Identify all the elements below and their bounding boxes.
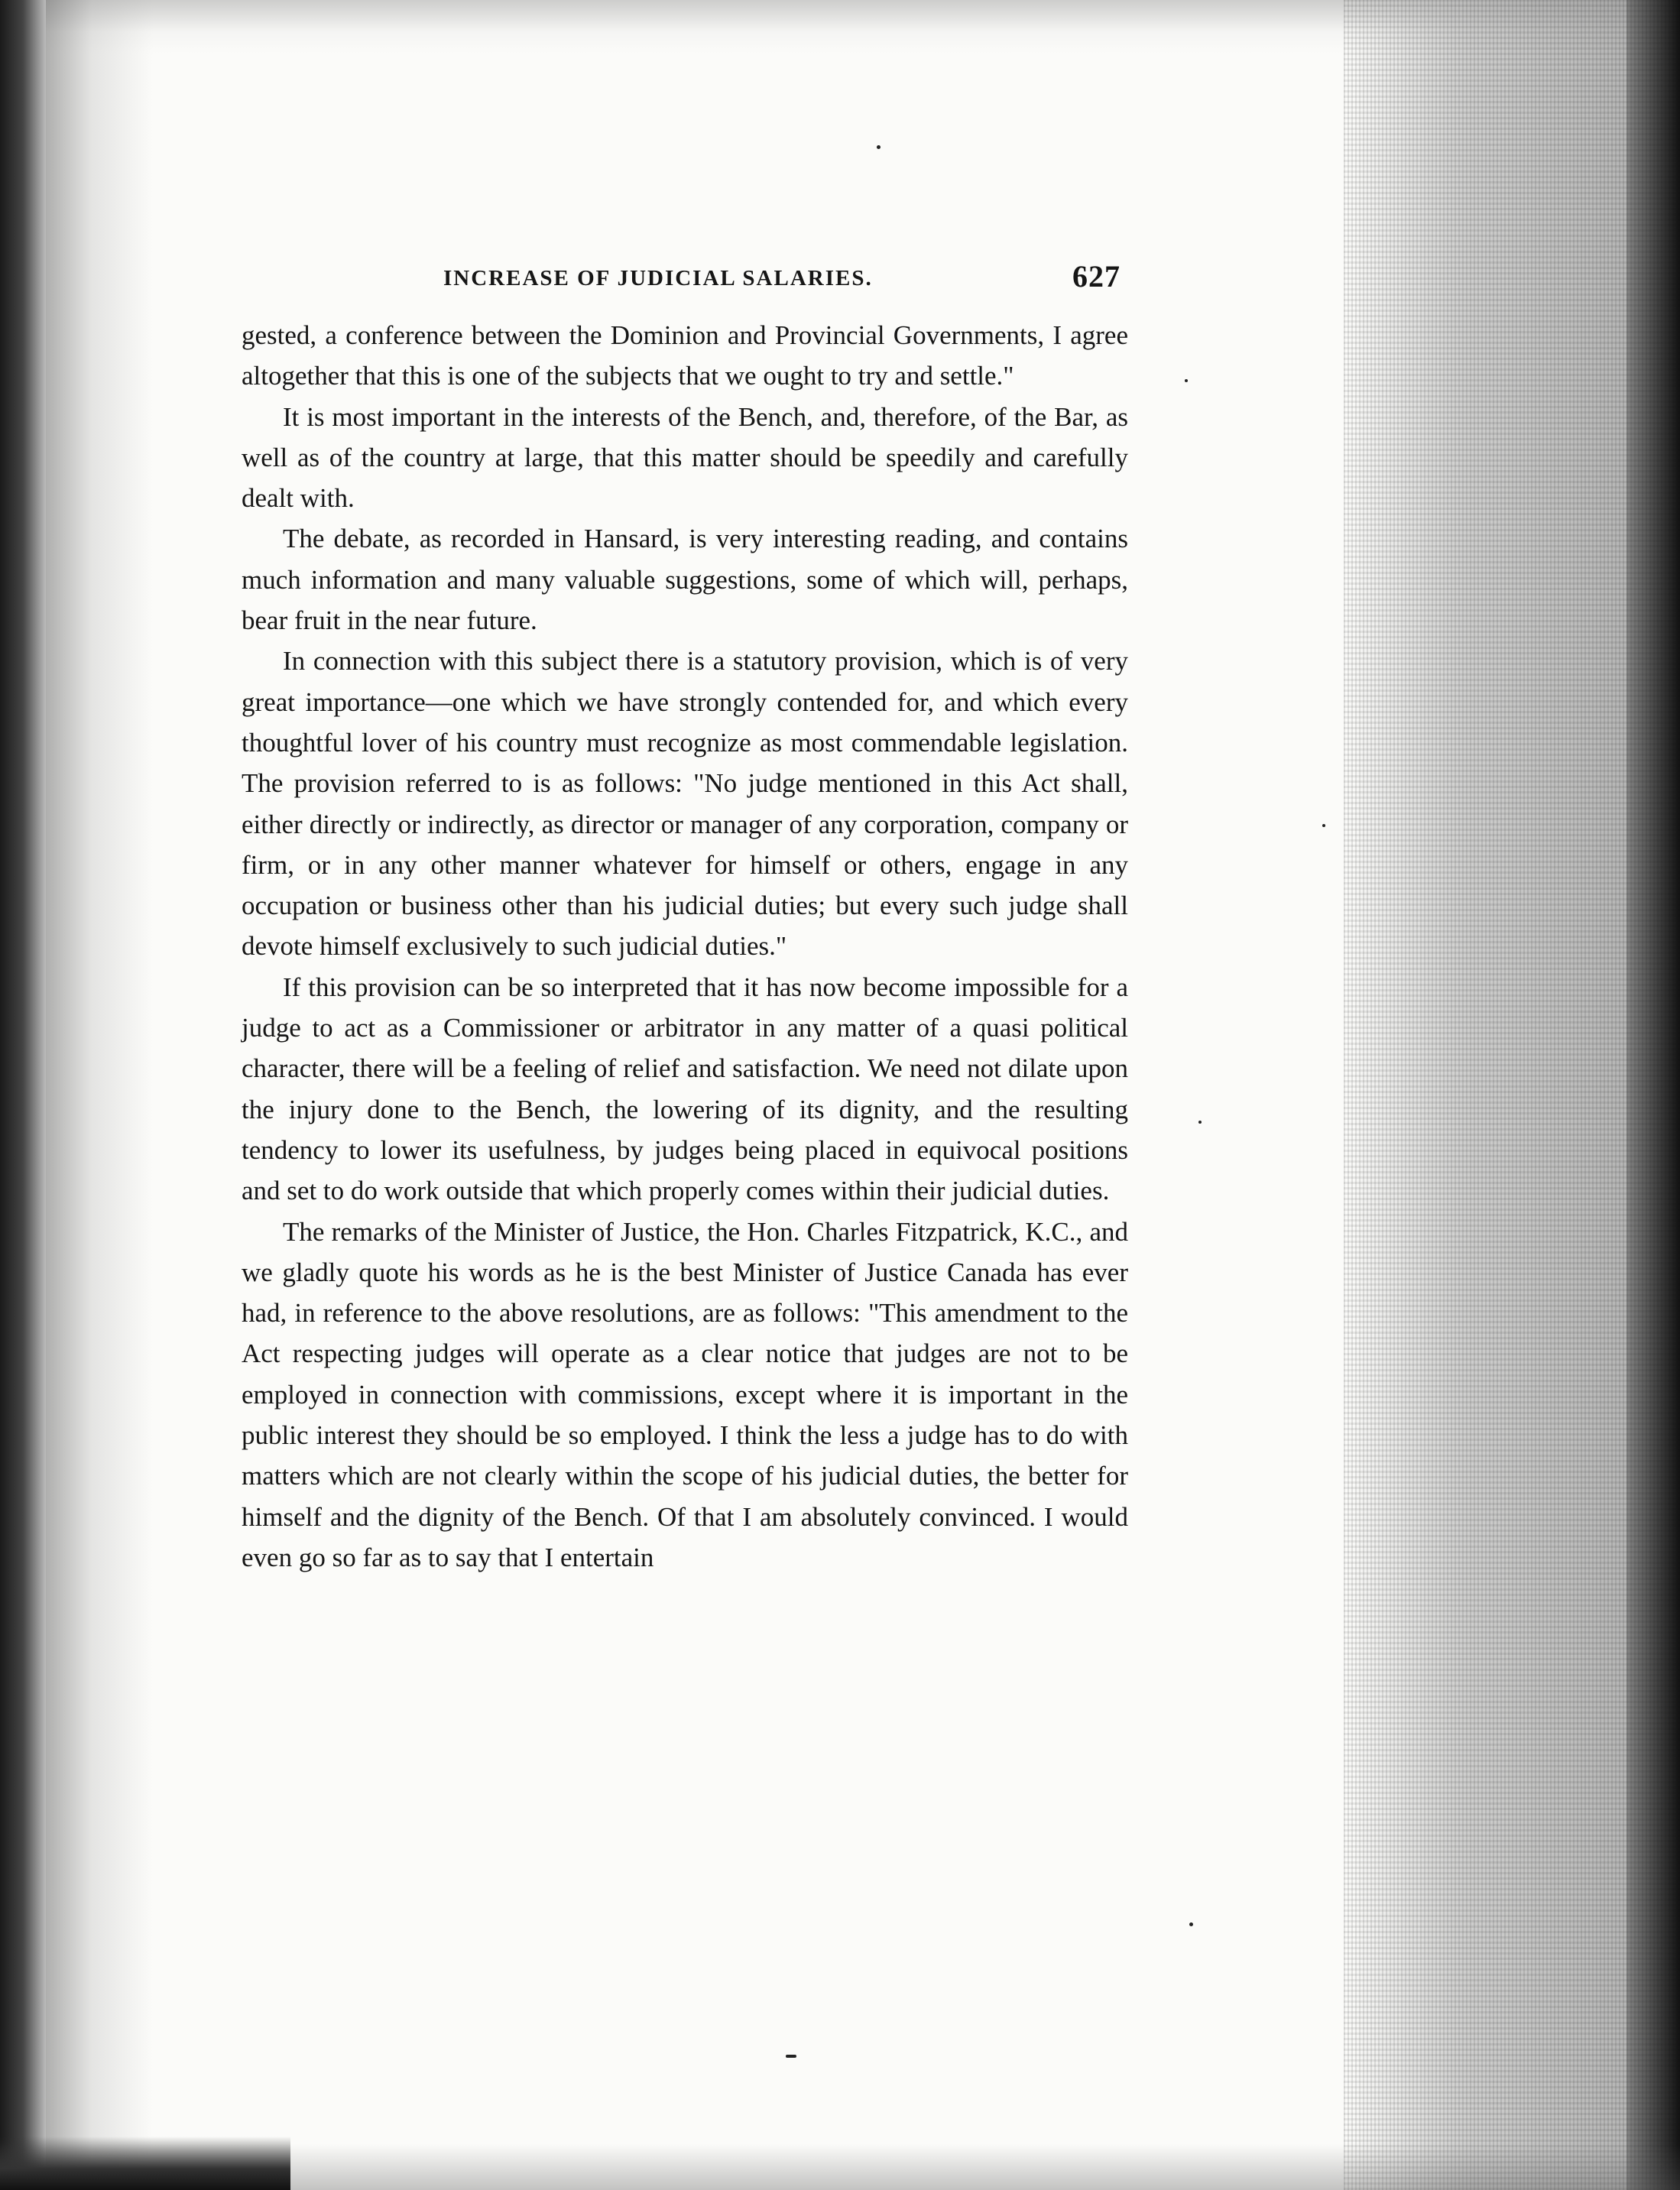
- scan-speck: [1322, 824, 1325, 827]
- scan-speck: [786, 2055, 796, 2058]
- scan-speck: [1185, 379, 1188, 382]
- paragraph: In connection with this subject there is a statutory provision, which is of very great importance—one which we have strongly contended for, and which every thoughtful lover of his country must recognize as most commendable legislation. The provision referred to is as follows: "No judge mentioned in this Act shall, either directly or indirectly, as director or manager of any corporation, company or firm, or in any other manner whatever for himself or others, engage in any occupation or business other than his judicial duties; but every such judge shall devote himself exclusively to such judicial duties.": [242, 646, 1128, 962]
- paragraph-continuation: gested, a conference between the Dominion and Provincial Governments, I agree altogether that this is one of the subjects that we ought to try and settle.": [242, 320, 1128, 391]
- scan-speck: [1198, 1121, 1202, 1124]
- paragraph: It is most important in the interests of the Bench, and, therefore, of the Bar, as well as of the country at large, that this matter should be speedily and carefully dealt with.: [242, 401, 1128, 514]
- scan-speck: [877, 145, 881, 149]
- scan-left-shadow: [31, 0, 153, 2190]
- running-head: [242, 258, 1128, 304]
- scan-speck: [1189, 1922, 1193, 1926]
- page-number: 627: [1072, 259, 1121, 294]
- scan-right-edge: [1626, 0, 1680, 2190]
- scan-bottom-left-corner: [0, 2136, 290, 2190]
- paragraph: The remarks of the Minister of Justice, the Hon. Charles Fitzpatrick, K.C., and we gladly quote his words as he is the best Minister of Justice Canada has ever had, in reference to the above resolutions, are as follows: "This amendment to the Act respecting judges will operate as a clear notice that judges are not to be employed in connection with commissions, except where it is important in the public interest they should be so employed. I think the less a judge has to do with matters which are not clearly within the scope of his judicial duties, the better for himself and the dignity of the Bench. Of that I am absolutely convinced. I would even go so far as to say that I entertain: [242, 1216, 1128, 1572]
- body-text: [242, 315, 1128, 1578]
- book-page: [242, 258, 1128, 1578]
- paragraph: The debate, as recorded in Hansard, is very interesting reading, and contains much information and many valuable suggestions, some of which will, perhaps, bear fruit in the near future.: [242, 524, 1128, 636]
- running-head-title: INCREASE OF JUDICIAL SALARIES.: [443, 266, 873, 290]
- scan-left-edge: [0, 0, 46, 2190]
- paragraph: If this provision can be so interpreted that it has now become impossible for a judge to act as a Commissioner or arbitrator in any matter of a quasi political character, there will be a feeling of relief and satisfaction. We need not dilate upon the injury done to the Bench, the lowering of its dignity, and the resulting tendency to lower its usefulness, by judges being placed in equivocal positions and set to do work outside that which properly comes within their judicial duties.: [242, 972, 1128, 1206]
